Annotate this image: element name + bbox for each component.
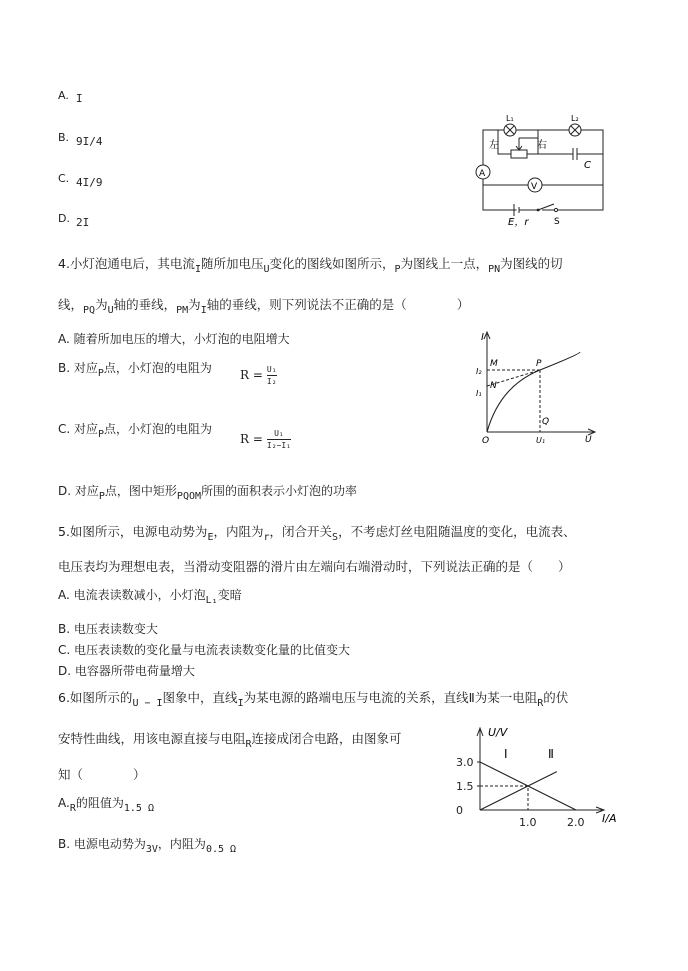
text: 图象中，直线 xyxy=(162,690,238,705)
text: B. 对应 xyxy=(58,361,98,375)
text: 为 xyxy=(95,297,108,312)
label-m: M xyxy=(490,359,498,369)
axis-i: I xyxy=(481,332,484,343)
label-er: E，r xyxy=(508,217,529,228)
fraction xyxy=(267,364,277,387)
text: 点，小灯泡的电阻为 xyxy=(104,422,213,436)
option-letter: D. xyxy=(58,212,70,225)
q4-option-c xyxy=(58,420,213,440)
text: 变化的图线如图所示， xyxy=(269,256,395,271)
q4-formula-b xyxy=(240,364,277,387)
option-value: 9I/4 xyxy=(76,135,103,148)
q4-formula-c xyxy=(240,428,291,451)
ui-chart xyxy=(452,722,632,830)
var-r: R xyxy=(245,739,252,750)
formula-r: R = xyxy=(240,368,263,382)
text: 轴的垂线， xyxy=(113,297,177,312)
label-o: O xyxy=(482,436,490,446)
label-n: N xyxy=(490,381,497,391)
text: 安特性曲线，用该电源直接与电阻 xyxy=(58,731,246,746)
q4-option-a: A. 随着所加电压的增大，小灯泡的电阻增大 xyxy=(58,332,290,346)
var-pqom: PQOM xyxy=(176,491,202,502)
text: 为图线的切 xyxy=(500,256,563,271)
q6-option-a xyxy=(58,794,154,814)
option-value: 2I xyxy=(76,216,90,229)
iu-graph xyxy=(472,326,602,446)
var-i: I xyxy=(237,698,244,709)
q5-stem-line1 xyxy=(58,522,576,543)
option-letter: A. xyxy=(58,89,69,102)
label-i2: I₂ xyxy=(476,367,482,376)
y-tick-label: 3.0 xyxy=(456,756,474,769)
var-u: U xyxy=(263,264,270,275)
text: C. 对应 xyxy=(58,422,99,436)
y-tick-label: 0 xyxy=(456,804,463,817)
value-internal-r: 0.5 Ω xyxy=(205,844,237,855)
text: 连接成闭合电路，由图象可 xyxy=(251,731,402,746)
var-p: P xyxy=(98,491,105,502)
label-right: 右 xyxy=(537,140,547,151)
var-r: R xyxy=(537,698,544,709)
text: 轴的垂线，则下列说法不正确的是（ ） xyxy=(206,297,470,312)
label-l1: L₁ xyxy=(506,114,514,123)
option-value: I xyxy=(76,92,83,105)
guide-lines xyxy=(487,370,540,432)
var-i: I xyxy=(200,305,207,316)
var-p: P xyxy=(98,429,105,440)
circuit-diagram xyxy=(470,108,618,228)
text: 4.小灯泡通电后，其电流 xyxy=(58,256,195,271)
var-pm: PM xyxy=(176,305,189,316)
var-i: I xyxy=(194,264,201,275)
text: 为图线上一点， xyxy=(400,256,489,271)
numerator: U₁ xyxy=(274,429,284,438)
var-u: U xyxy=(107,305,114,316)
var-p: P xyxy=(394,264,401,275)
text: 的阻值为 xyxy=(75,796,124,810)
q5-option-a xyxy=(58,586,242,606)
text: 的伏 xyxy=(543,690,569,705)
text: A. xyxy=(58,796,70,810)
text: 5.如图所示，电源电动势为 xyxy=(58,524,208,539)
text: A. 电流表读数减小，小灯泡 xyxy=(58,588,206,602)
voltmeter-icon: V xyxy=(531,182,538,192)
label-s: S xyxy=(554,217,560,227)
q6-stem-line3: 知（ ） xyxy=(58,767,146,782)
text: ，内阻为 xyxy=(157,837,206,851)
label-l2: L₂ xyxy=(571,114,579,123)
axis-u: U xyxy=(585,435,592,445)
q4-stem-line2 xyxy=(58,295,470,316)
text: 随所加电压 xyxy=(200,256,264,271)
text: ，闭合开关 xyxy=(269,524,333,539)
text: 为 xyxy=(188,297,201,312)
label-q: Q xyxy=(542,417,550,427)
q5-option-d: D. 电容器所带电荷量增大 xyxy=(58,664,195,678)
x-axis-label: I/A xyxy=(602,812,617,825)
var-r: R xyxy=(69,803,76,814)
fraction xyxy=(267,428,291,451)
q6-stem-line2 xyxy=(58,729,402,750)
var-ui: U − I xyxy=(132,698,163,709)
formula-r: R = xyxy=(240,432,263,446)
q5-option-c: C. 电压表读数的变化量与电流表读数变化量的比值变大 xyxy=(58,643,351,657)
text: ，不考虑灯丝电阻随温度的变化，电流表、 xyxy=(338,524,576,539)
var-l1: L₁ xyxy=(205,595,218,606)
text: 所围的面积表示小灯泡的功率 xyxy=(201,484,358,498)
series-line-2 xyxy=(480,772,557,810)
line-label-ii: Ⅱ xyxy=(548,747,554,761)
option-letter: B. xyxy=(58,131,70,144)
iu-curve xyxy=(487,352,580,432)
value-emf: 3V xyxy=(145,844,158,855)
q4-stem-line1 xyxy=(58,254,563,275)
label-p: P xyxy=(536,359,542,369)
q5-option-b: B. 电压表读数变大 xyxy=(58,622,158,636)
q5-stem-line2: 电压表均为理想电表，当滑动变阻器的滑片由左端向右端滑动时，下列说法正确的是（ ） xyxy=(58,559,571,574)
y-tick-label: 1.5 xyxy=(456,780,474,793)
text: D. 对应 xyxy=(58,484,99,498)
q6-option-b xyxy=(58,835,237,855)
option-value: 4I/9 xyxy=(76,176,103,189)
var-p: P xyxy=(97,368,104,379)
label-c: C xyxy=(584,160,591,171)
text: 变暗 xyxy=(217,588,242,602)
text: 为某电源的路端电压与电流的关系，直线Ⅱ为某一电阻 xyxy=(243,690,538,705)
x-tick-label: 2.0 xyxy=(567,816,585,829)
denominator: I₂ xyxy=(266,377,277,386)
q6-stem-line1 xyxy=(58,688,569,709)
label-left: 左 xyxy=(489,140,499,151)
var-e: E xyxy=(207,532,214,543)
denominator: I₂−I₁ xyxy=(266,441,291,450)
text: B. 电源电动势为 xyxy=(58,837,146,851)
text: 点，图中矩形 xyxy=(104,484,177,498)
value-resistance: 1.5 Ω xyxy=(123,803,154,814)
numerator: U₁ xyxy=(266,365,277,374)
q4-option-b xyxy=(58,359,212,379)
text: 点，小灯泡的电阻为 xyxy=(103,361,212,375)
text: 线， xyxy=(58,297,84,312)
line-label-i: Ⅰ xyxy=(504,747,508,761)
q4-option-d xyxy=(58,482,358,502)
label-u1: U₁ xyxy=(536,436,546,445)
option-letter: C. xyxy=(58,172,70,185)
var-r: r xyxy=(263,532,270,543)
label-i1: I₁ xyxy=(476,389,482,398)
x-tick-label: 1.0 xyxy=(519,816,537,829)
var-s: S xyxy=(332,532,339,543)
y-axis-label: U/V xyxy=(488,726,508,739)
text: 6.如图所示的 xyxy=(58,690,133,705)
var-pn: PN xyxy=(488,264,501,275)
text: ，内阻为 xyxy=(213,524,264,539)
ammeter-icon: A xyxy=(479,169,486,179)
var-pq: PQ xyxy=(83,305,96,316)
